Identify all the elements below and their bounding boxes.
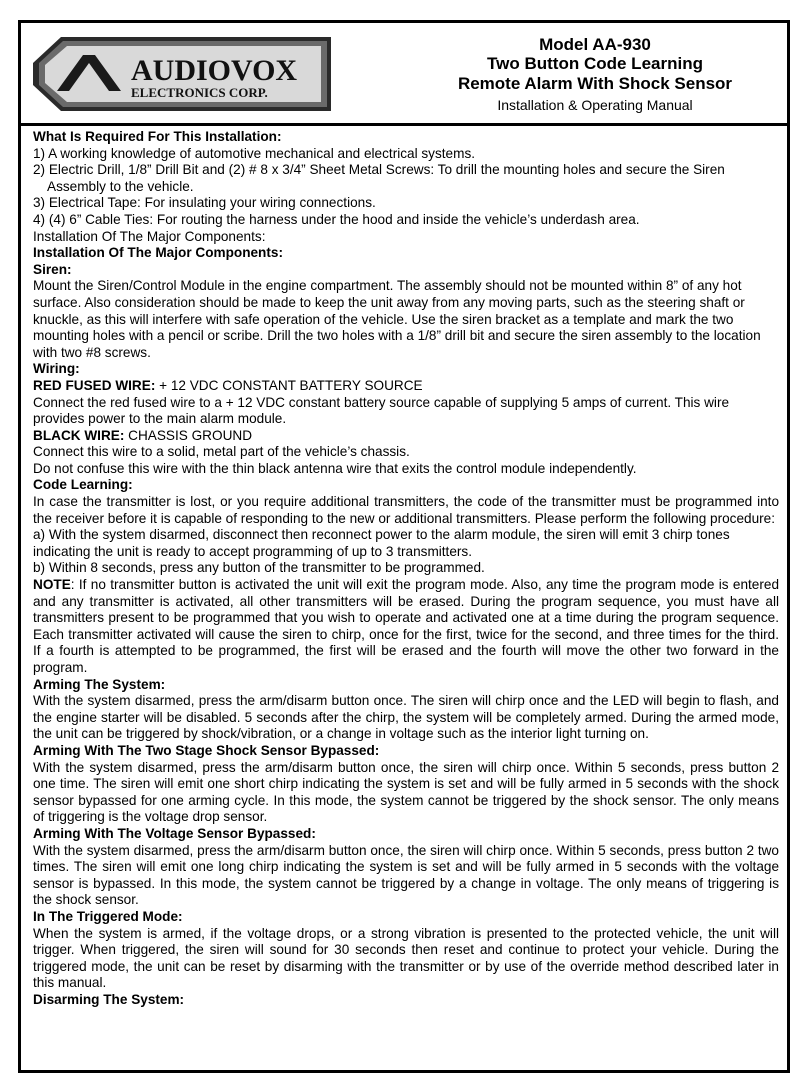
red-wire-line (33, 378, 779, 395)
black-wire-label: BLACK WIRE: (33, 427, 125, 443)
code-learning-step-a: a) With the system disarmed, disconnect then reconnect power to the alarm module, the siren will emit 3 chirp tones indicating the unit is ready to accept programming of up to 3 transmitters. (33, 527, 730, 559)
title-block (415, 35, 775, 114)
logo-text-sub: ELECTRONICS CORP. (131, 85, 268, 100)
section-heading-disarming: Disarming The System: (33, 991, 185, 1007)
code-learning-note (33, 577, 779, 677)
required-item: 3) Electrical Tape: For insulating your wiring connections. (33, 195, 376, 211)
manual-body (33, 129, 779, 1008)
page-frame (18, 20, 790, 1073)
required-item: 4) (4) 6” Cable Ties: For routing the harness under the hood and inside the vehicle’s underdash area. (33, 211, 640, 227)
section-heading-arming-voltage: Arming With The Voltage Sensor Bypassed: (33, 825, 316, 841)
siren-text: Mount the Siren/Control Module in the engine compartment. The assembly should not be mounted within 8” of any hot surface. Also consideration should be made to keep the unit away from any moving parts, such as the steering shaft or knuckle, as this will interfere with safe operation of the vehicle. Use the siren bracket as a template and mark the two mounting holes with a pencil or scribe. Drill the two holes with a 1/8” drill bit and secure the siren assembly to the location with two #8 screws. (33, 278, 761, 360)
note-text: : If no transmitter button is activated the unit will exit the program mode. Also, any time the program mode is entered and any transmitter is activated, all other transmitters will be erased. During the program sequence, you must have all transmitters present to be programmed that you wish to operate and activated one at a time during the program sequence. Each transmitter activated will cause the siren to chirp, once for the first, twice for the second, and three times for the third. If a fourth is attempted to be programmed, the first will be erased and the fourth will move the other two forward in the program. (33, 577, 779, 675)
code-learning-step-b: b) Within 8 seconds, press any button of the transmitter to be programmed. (33, 560, 485, 576)
required-item: 1) A working knowledge of automotive mechanical and electrical systems. (33, 145, 476, 161)
section-heading-arming-shock: Arming With The Two Stage Shock Sensor Bypassed: (33, 742, 380, 758)
arming-voltage-text: With the system disarmed, press the arm/disarm button once, the siren will chirp once. Within 5 seconds, press button 2 two times. The siren will emit one long chirp indicating the system is set and will be fully armed in 5 seconds with the voltage sensor is bypassed. In this mode, the system cannot be triggered by a change in voltage. The only means of triggering is the shock sensor. (33, 842, 779, 908)
section-heading-required: What Is Required For This Installation: (33, 129, 282, 144)
required-item: 2) Electric Drill, 1/8” Drill Bit and (2) # 8 x 3/4” Sheet Metal Screws: To drill the mounting holes and secure the Siren Assembly to the vehicle. (33, 162, 725, 194)
major-components-line: Installation Of The Major Components: (33, 228, 266, 244)
arming-text: With the system disarmed, press the arm/disarm button once. The siren will chirp once and the LED will begin to flash, and the engine starter will be disabled. 5 seconds after the chirp, the system will be completely armed. During the armed mode, the unit can be triggered by shock/vibration, or a change in voltage such as the interior light turning on. (33, 693, 779, 742)
black-wire-text: Connect this wire to a solid, metal part of the vehicle’s chassis. (33, 444, 410, 460)
manual-subtitle: Installation & Operating Manual (497, 97, 693, 113)
section-heading-triggered: In The Triggered Mode: (33, 908, 183, 924)
note-label: NOTE (33, 577, 71, 593)
section-heading-wiring: Wiring: (33, 361, 80, 377)
section-heading-major: Installation Of The Major Components: (33, 245, 283, 261)
black-wire-value: CHASSIS GROUND (124, 427, 253, 443)
black-wire-line (33, 428, 779, 445)
section-heading-code-learning: Code Learning: (33, 477, 133, 493)
code-learning-intro: In case the transmitter is lost, or you require additional transmitters, the code of the transmitter must be programmed into the receiver before it is capable of responding to the new or additional transmitters. Please perform the following procedure: (33, 494, 779, 526)
logo-text-main: AUDIOVOX (131, 54, 298, 87)
red-wire-text: Connect the red fused wire to a + 12 VDC constant battery source capable of supplying 5 amps of current. This wire provides power to the main alarm module. (33, 394, 730, 427)
product-title-line2: Remote Alarm With Shock Sensor (457, 74, 733, 93)
black-wire-note: Do not confuse this wire with the thin black antenna wire that exits the control module independently. (33, 460, 637, 476)
model-number: Model AA-930 (539, 35, 651, 54)
section-heading-arming: Arming The System: (33, 676, 166, 692)
section-heading-siren: Siren: (33, 261, 72, 277)
audiovox-logo (31, 33, 331, 115)
header (21, 23, 787, 126)
red-wire-value: + 12 VDC CONSTANT BATTERY SOURCE (155, 377, 423, 393)
red-wire-label: RED FUSED WIRE: (33, 377, 156, 393)
triggered-text: When the system is armed, if the voltage drops, or a strong vibration is presented to the protected vehicle, the unit will trigger. When triggered, the siren will sound for 30 seconds then reset and continue to protect your vehicle. During the triggered mode, the unit can be reset by disarming with the transmitter or by use of the override method described later in this manual. (33, 925, 779, 991)
arming-shock-text: With the system disarmed, press the arm/disarm button once, the siren will chirp once. Within 5 seconds, press button 2 one time. The siren will emit one short chirp indicating the system is set and will be fully armed in 5 seconds with the shock sensor bypassed for one arming cycle. In this mode, the system cannot be triggered by the shock sensor. The only means of triggering is the voltage drop sensor. (33, 759, 779, 825)
product-title-line1: Two Button Code Learning (487, 54, 703, 73)
